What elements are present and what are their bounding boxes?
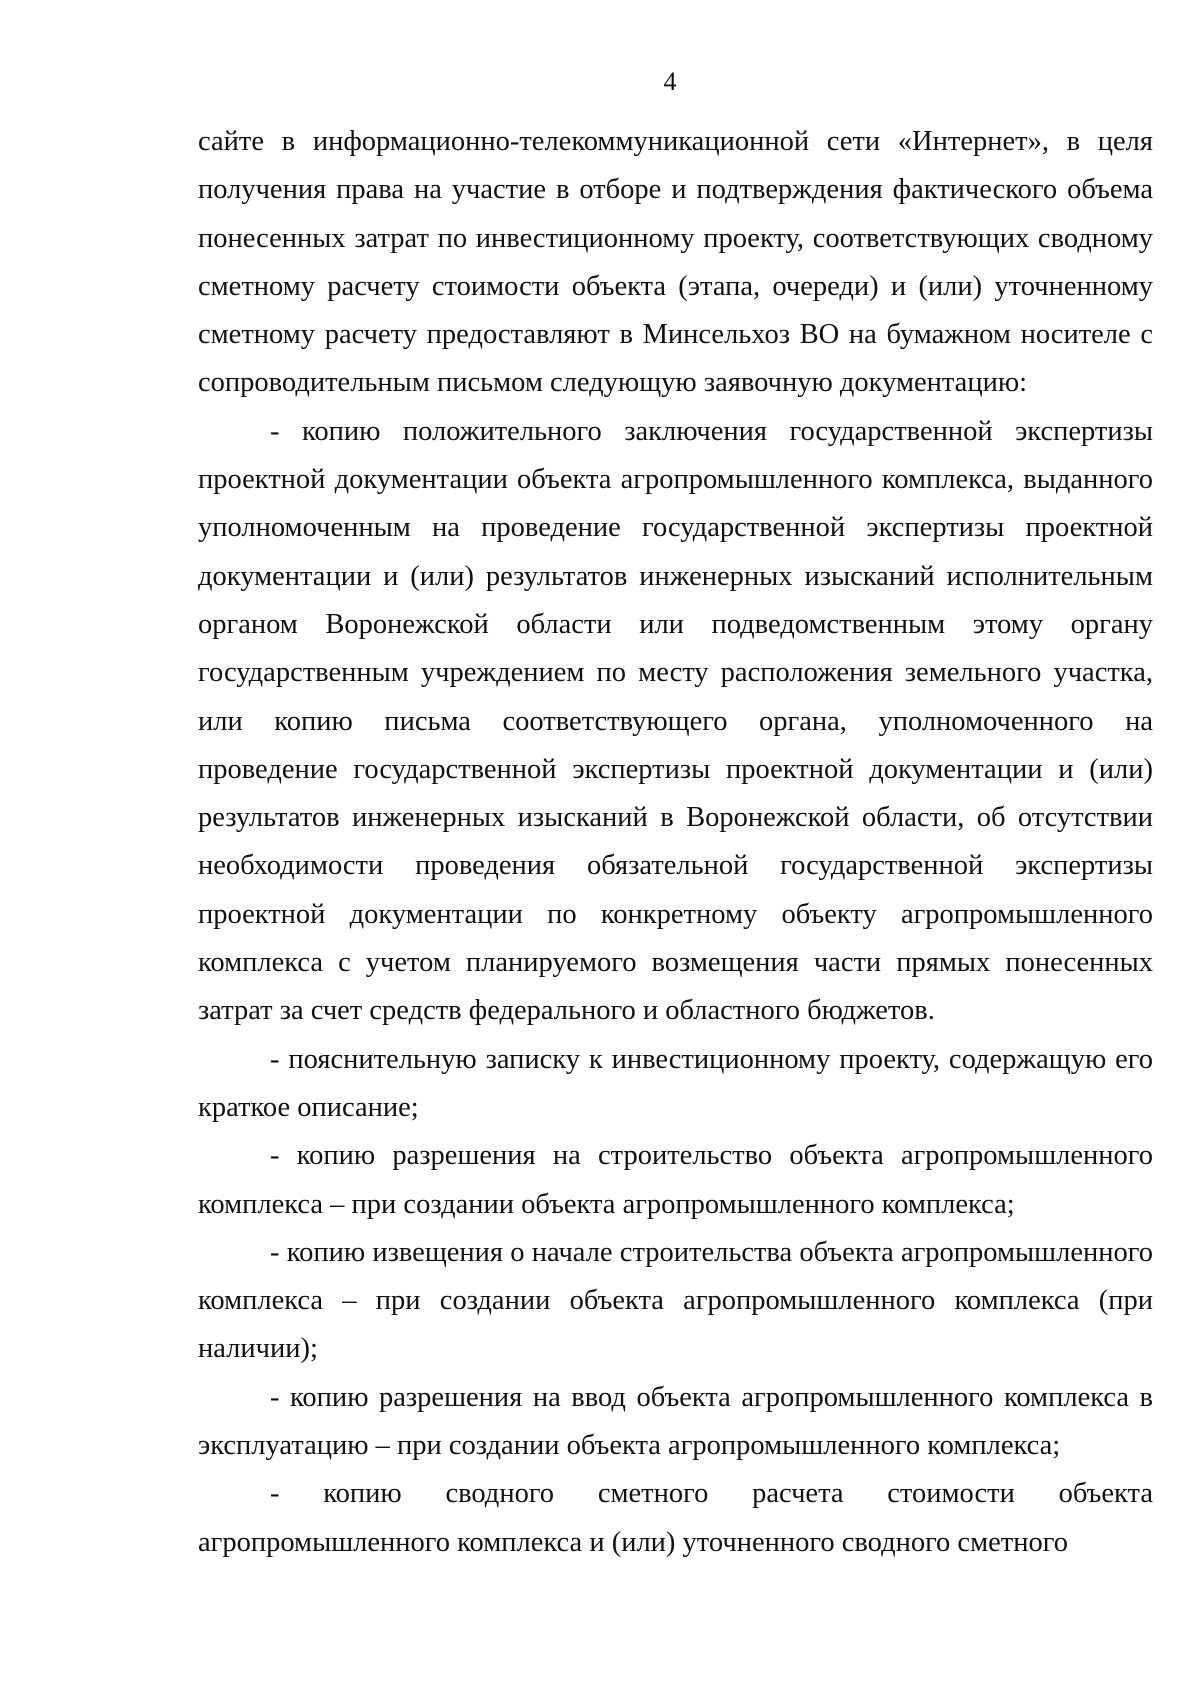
paragraph-construction-notice: - копию извещения о начале строительства объекта агропромышленного комплекса – при создании объекта агропромышленного комплекса (при наличии); [198,1236,1153,1365]
document-body [198,118,1153,1567]
page-number: 4 [663,67,677,96]
paragraph-estimate-copy: - копию сводного сметного расчета стоимости объекта агропромышленного комплекса и (или) уточненного сводного сметного [198,1478,1153,1558]
paragraph-intro-continuation: сайте в информационно-телекоммуникационной сети «Интернет», в целя получения права на участие в отборе и подтверждения фактического объема понесенных затрат по инвестиционному проекту, соответствующих сводному сметному расчету стоимости объекта (этапа, очереди) и (или) уточненному сметному расчету предоставляют в Минсельхоз ВО на бумажном носителе с сопроводительным письмом следующую заявочную документацию: [198,126,1153,399]
paragraph-construction-permit: - копию разрешения на строительство объекта агропромышленного комплекса – при создании объекта агропромышленного комплекса; [198,1140,1153,1220]
paragraph-explanatory-note: - пояснительную записку к инвестиционному проекту, содержащую его краткое описание; [198,1043,1153,1123]
paragraph-commissioning-permit: - копию разрешения на ввод объекта агропромышленного комплекса в эксплуатацию – при создании объекта агропромышленного комплекса; [198,1381,1153,1462]
paragraph-expertise-copy: - копию положительного заключения государственной экспертизы проектной документации объекта агропромышленного комплекса, выданного уполномоченным на проведение государственной экспертизы проектной документации и (или) результатов инженерных изысканий исполнительным органом Воронежской области или подведомственным этому органу государственным учреждением по месту расположения земельного участка, или копию письма соответствующего органа, уполномоченного на проведение государственной экспертизы проектной документации и (или) результатов инженерных изысканий в Воронежской области, об отсутствии необходимости проведения обязательной государственной экспертизы проектной документации по конкретному объекту агропромышленного комплекса с учетом планируемого возмещения части прямых понесенных затрат за счет средств федерального и областного бюджетов. [198,415,1153,1027]
